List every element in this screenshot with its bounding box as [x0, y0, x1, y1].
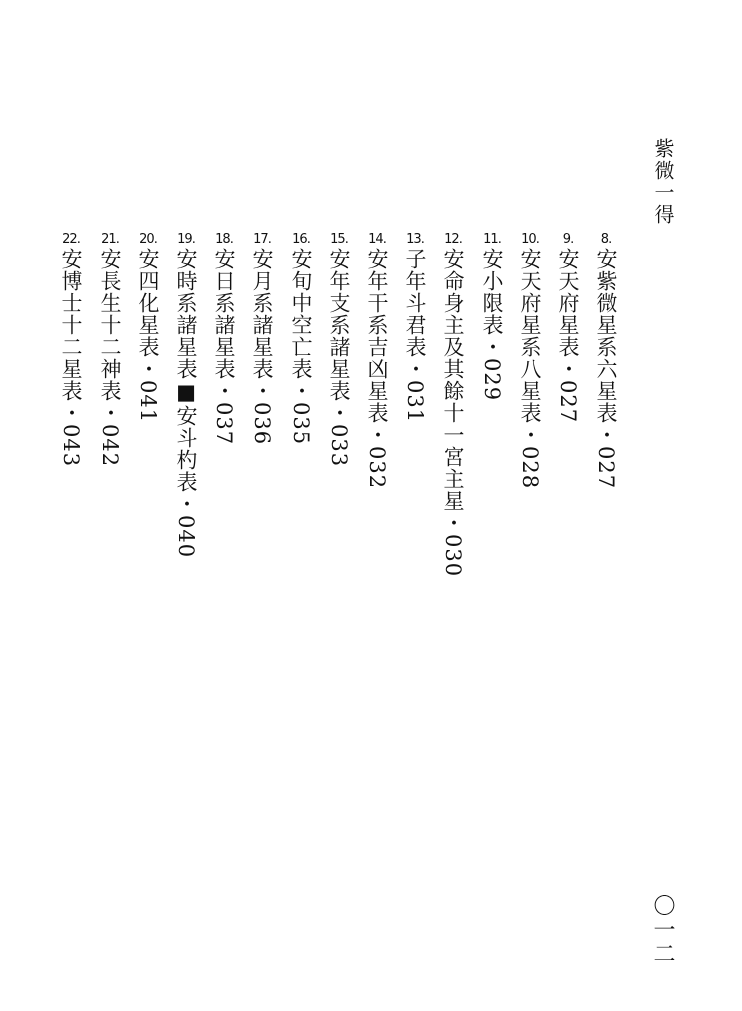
toc-entry: [327, 232, 351, 467]
entry-number: 16.: [292, 232, 310, 247]
toc-entry: [365, 232, 389, 489]
entry-title: 安四化星表・041: [136, 248, 160, 424]
entry-title: 安日系諸星表・037: [212, 248, 236, 446]
toc-entry: [174, 232, 198, 558]
entry-number: 14.: [368, 232, 386, 247]
entry-title: 安天府星系八星表・028: [518, 248, 542, 490]
page-number: 〇一二: [650, 894, 675, 966]
toc-entry: [594, 232, 618, 489]
entry-number: 8.: [600, 232, 612, 247]
toc-entry: [250, 232, 274, 445]
entry-title: 安旬中空亡表・035: [289, 248, 313, 446]
entry-title: 安長生十二神表・042: [98, 248, 122, 468]
entry-number: 11.: [483, 232, 501, 247]
entry-number: 22.: [62, 232, 80, 247]
entry-number: 13.: [406, 232, 424, 247]
entry-number: 15.: [330, 232, 348, 247]
entry-title: 安命身主及其餘十一宮主星・030: [441, 248, 465, 578]
entry-title: 安紫微星系六星表・027: [594, 248, 618, 490]
entry-number: 9.: [562, 232, 574, 247]
toc-entry: [556, 232, 580, 423]
entry-title: 安天府星表・027: [556, 248, 580, 424]
toc-entry: [480, 232, 504, 401]
entry-title: 安小限表・029: [480, 248, 504, 402]
toc-entry: [441, 232, 465, 577]
entry-title: 安年干系吉凶星表・032: [365, 248, 389, 490]
toc-entry: [518, 232, 542, 489]
entry-title: 安月系諸星表・036: [250, 248, 274, 446]
entry-title: 安博士十二星表・043: [59, 248, 83, 468]
toc-entry: [98, 232, 122, 467]
toc-entry: [403, 232, 427, 423]
entry-title: 子年斗君表・031: [403, 248, 427, 424]
toc-entry: [136, 232, 160, 423]
entry-number: 18.: [215, 232, 233, 247]
entry-number: 10.: [521, 232, 539, 247]
entry-number: 21.: [101, 232, 119, 247]
toc-entry: [289, 232, 313, 445]
running-header: 紫微一得: [651, 138, 675, 226]
entry-number: 19.: [177, 232, 195, 247]
toc-entry: [59, 232, 83, 467]
entry-title: 安年支系諸星表・033: [327, 248, 351, 468]
entry-number: 17.: [253, 232, 271, 247]
entry-title: 安時系諸星表■安斗杓表・040: [174, 248, 198, 559]
entry-number: 20.: [139, 232, 157, 247]
entry-number: 12.: [444, 232, 462, 247]
toc-entry: [212, 232, 236, 445]
